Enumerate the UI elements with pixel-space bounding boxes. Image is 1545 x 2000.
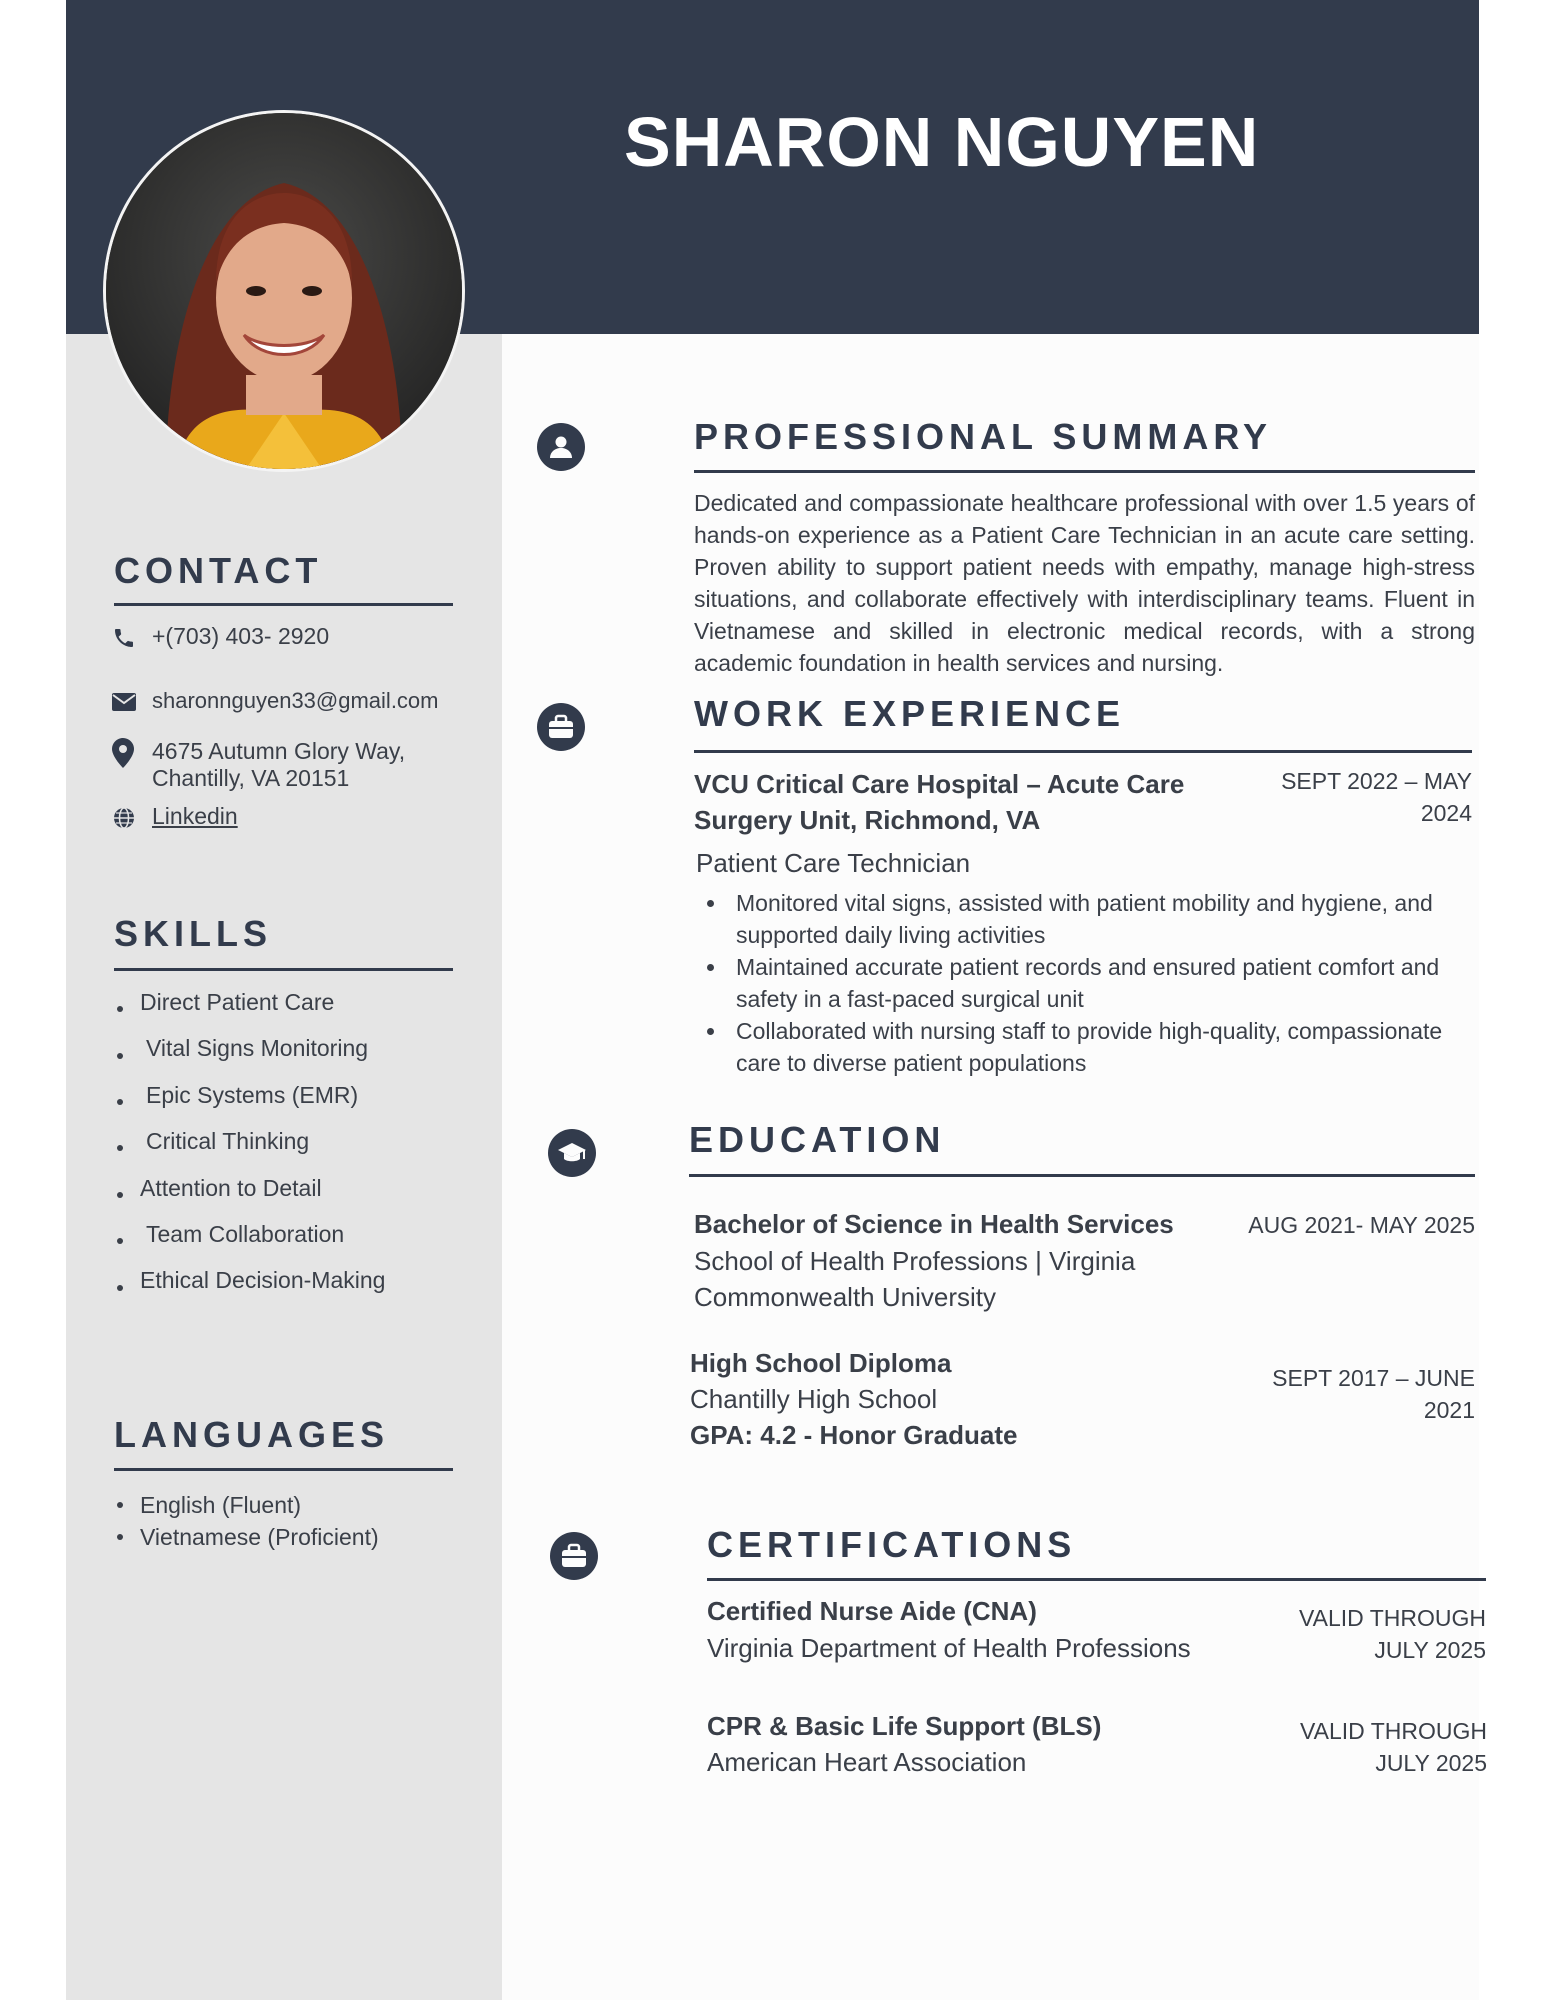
briefcase-icon: [537, 703, 585, 751]
contact-heading: CONTACT: [114, 550, 323, 591]
skills-list: [114, 986, 385, 1311]
contact-phone-row[interactable]: [112, 623, 329, 653]
briefcase-icon: [550, 1532, 598, 1580]
linkedin-link[interactable]: Linkedin: [152, 803, 238, 829]
list-item: Monitored vital signs, assisted with patient mobility and hygiene, and supported daily living activities: [702, 887, 1472, 951]
contact-email-row[interactable]: [112, 687, 439, 717]
work-bullets: [702, 887, 1472, 1079]
summary-divider: [694, 470, 1475, 473]
school-name: School of Health Professions | Virginia Commonwealth University: [694, 1246, 1136, 1312]
map-pin-icon: [112, 738, 152, 768]
certifications-heading: CERTIFICATIONS: [707, 1524, 1077, 1565]
candidate-name: SHARON NGUYEN: [624, 103, 1260, 181]
certifications-divider: [707, 1578, 1486, 1581]
certification-name: CPR & Basic Life Support (BLS): [707, 1711, 1102, 1741]
envelope-icon: [112, 687, 152, 717]
list-item: Team Collaboration: [114, 1218, 385, 1264]
education-divider: [689, 1174, 1475, 1177]
gpa: GPA: 4.2 - Honor Graduate: [690, 1420, 1018, 1450]
work-divider: [694, 750, 1472, 753]
degree-title: High School Diploma: [690, 1348, 952, 1378]
phone-icon: [112, 623, 152, 653]
list-item: English (Fluent): [114, 1489, 379, 1521]
certification-validity: VALID THROUGH JULY 2025: [1299, 1718, 1487, 1776]
resume-page: [66, 0, 1487, 2000]
languages-heading: LANGUAGES: [114, 1414, 390, 1455]
phone-number: +(703) 403- 2920: [152, 623, 330, 649]
address-line-1: 4675 Autumn Glory Way,: [152, 738, 406, 764]
degree-title: Bachelor of Science in Health Services: [694, 1209, 1174, 1239]
list-item: Epic Systems (EMR): [114, 1079, 385, 1125]
work-dates: SEPT 2022 – MAY 2024: [1281, 768, 1472, 826]
list-item: Ethical Decision-Making: [114, 1264, 385, 1310]
contact-divider: [114, 603, 453, 606]
list-item: Collaborated with nursing staff to provide high-quality, compassionate care to diverse patient populations: [702, 1015, 1472, 1079]
user-icon: [537, 423, 585, 471]
list-item: Direct Patient Care: [114, 986, 385, 1032]
list-item: Maintained accurate patient records and ensured patient comfort and safety in a fast-paced surgical unit: [702, 951, 1472, 1015]
globe-icon: [112, 803, 152, 833]
skills-divider: [114, 968, 453, 971]
certification-issuer: Virginia Department of Health Professions: [707, 1633, 1191, 1663]
list-item: Vital Signs Monitoring: [114, 1032, 385, 1078]
school-name: Chantilly High School: [690, 1384, 938, 1414]
education-heading: EDUCATION: [689, 1119, 946, 1160]
graduation-cap-icon: [548, 1129, 596, 1177]
employer: VCU Critical Care Hospital – Acute Care Surgery Unit, Richmond, VA: [694, 769, 1185, 835]
address: [152, 738, 405, 792]
work-heading: WORK EXPERIENCE: [694, 693, 1126, 734]
summary-heading: PROFESSIONAL SUMMARY: [694, 416, 1273, 457]
portrait-photo: [103, 110, 465, 472]
languages-divider: [114, 1468, 453, 1471]
contact-linkedin-row[interactable]: [112, 803, 238, 833]
job-role: Patient Care Technician: [696, 848, 971, 878]
email-address: sharonnguyen33@gmail.com: [152, 688, 439, 713]
languages-list: [114, 1489, 379, 1553]
list-item: Vietnamese (Proficient): [114, 1521, 379, 1553]
education-dates: SEPT 2017 – JUNE 2021: [1272, 1365, 1475, 1423]
list-item: Critical Thinking: [114, 1125, 385, 1171]
contact-address-row: [112, 738, 405, 792]
certification-issuer: American Heart Association: [707, 1747, 1027, 1777]
address-line-2: Chantilly, VA 20151: [152, 765, 350, 791]
education-dates: AUG 2021- MAY 2025: [1248, 1212, 1475, 1238]
certification-validity: VALID THROUGH JULY 2025: [1298, 1605, 1486, 1663]
certification-name: Certified Nurse Aide (CNA): [707, 1596, 1037, 1626]
skills-heading: SKILLS: [114, 913, 273, 954]
list-item: Attention to Detail: [114, 1172, 385, 1218]
summary-text: Dedicated and compassionate healthcare professional with over 1.5 years of hands-on experience as a Patient Care Technician in an acute care setting. Proven ability to support patient needs with empathy, manage high-stress situations, and collaborate effectively with interdisciplinary teams. Fluent in Vietnamese and skilled in electronic medical records, with a strong academic foundation in health services and nursing.: [694, 490, 1475, 676]
